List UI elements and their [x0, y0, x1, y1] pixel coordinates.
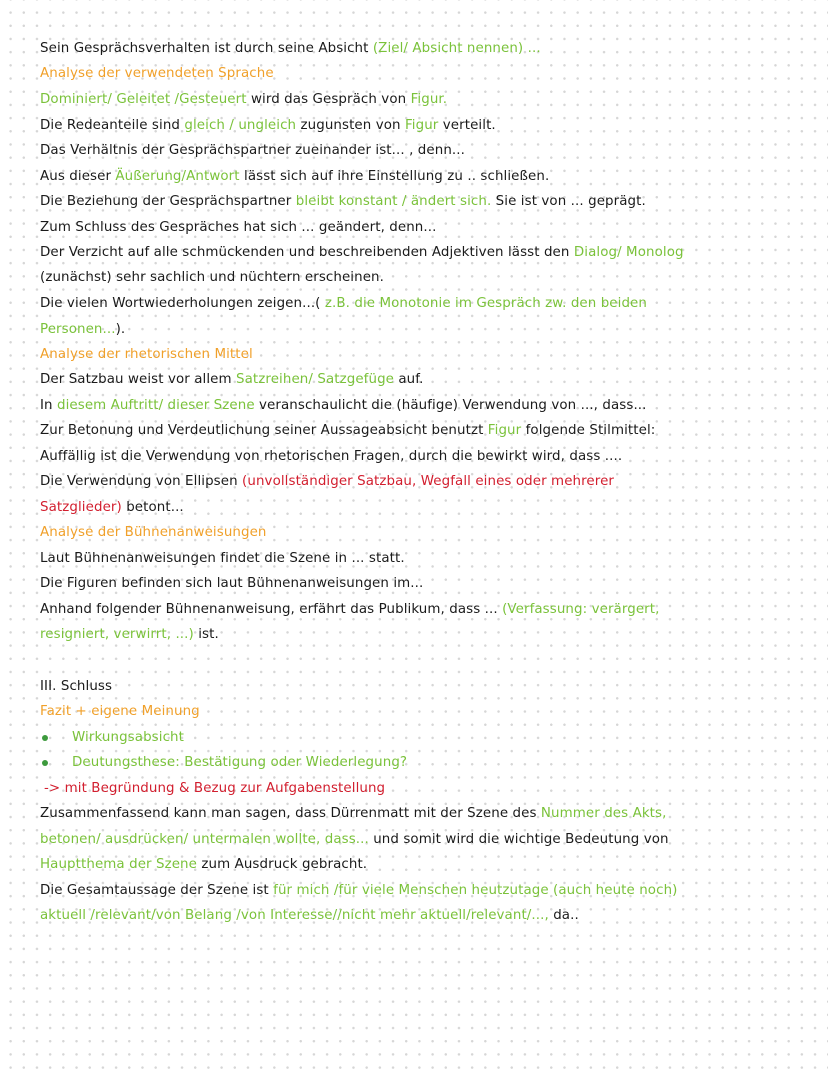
- note-text-segment: wird das Gespräch von: [246, 92, 411, 107]
- note-text-segment: Dominiert/ Geleitet /Gesteuert: [40, 92, 247, 107]
- note-text-segment: Anhand folgender Bühnenanweisung, erfährt das Publikum, dass ...: [40, 602, 503, 617]
- note-text-segment: auf.: [394, 372, 424, 387]
- bullet-point-icon: [42, 735, 48, 741]
- note-line: [40, 65, 808, 83]
- note-line: [40, 601, 808, 619]
- note-line: [40, 575, 808, 593]
- note-line: [40, 499, 808, 517]
- note-line: [40, 703, 808, 721]
- note-line: [40, 295, 808, 313]
- note-text-segment: Die Gesamtaussage der Szene ist: [40, 883, 274, 898]
- note-text-segment: ).: [115, 322, 126, 337]
- note-text-segment: (Verfassung: verärgert,: [502, 602, 660, 617]
- note-text-segment: Der Verzicht auf alle schmückenden und beschreibenden Adjektiven lässt den: [40, 245, 574, 260]
- note-text-segment: da..: [548, 908, 579, 923]
- note-text-segment: zugunsten von: [296, 118, 405, 133]
- note-line: [40, 678, 808, 696]
- note-text-segment: bleibt konstant / ändert sich.: [295, 194, 492, 209]
- note-text-segment: folgende Stilmittel:: [521, 423, 656, 438]
- note-text-segment: Wirkungsabsicht: [72, 730, 184, 745]
- note-text-segment: (zunächst) sehr sachlich und nüchtern erscheinen.: [40, 270, 384, 285]
- note-text-segment: Die vielen Wortwiederholungen zeigen...(: [40, 296, 325, 311]
- note-text-segment: und somit wird die wichtige Bedeutung von: [368, 832, 669, 847]
- note-text-segment: aktuell /relevant/von Belang /von Interesse//nicht mehr aktuell/relevant/...,: [40, 908, 549, 923]
- note-line: [44, 780, 808, 798]
- note-line: [40, 550, 808, 568]
- note-text-segment: Analyse der rhetorischen Mittel: [40, 347, 253, 362]
- note-text-segment: Personen...: [40, 322, 116, 337]
- bullet-point-icon: [42, 760, 48, 766]
- note-line: [40, 422, 808, 440]
- note-line: [40, 40, 808, 58]
- note-text-segment: Sein Gesprächsverhalten ist durch seine Absicht: [40, 41, 373, 56]
- note-line: [40, 882, 808, 900]
- note-text-segment: Zur Betonung und Verdeutlichung seiner Aussageabsicht benutzt: [40, 423, 488, 438]
- note-text-segment: Hauptthema der Szene: [40, 857, 197, 872]
- note-text-segment: Der Satzbau weist vor allem: [40, 372, 237, 387]
- note-text-segment: diesem Auftritt/ dieser Szene: [57, 398, 255, 413]
- note-text-segment: Die Verwendung von Ellipsen: [40, 474, 243, 489]
- note-line: [40, 219, 808, 237]
- note-line: [40, 907, 808, 925]
- note-text-segment: Das Verhältnis der Gesprächspartner zueinander ist... , denn...: [40, 143, 465, 158]
- note-text-segment: In: [40, 398, 57, 413]
- note-line: [40, 371, 808, 389]
- note-text-segment: III. Schluss: [40, 679, 113, 694]
- note-line: [40, 831, 808, 849]
- note-text-segment: veranschaulicht die (häufige) Verwendung von ..., dass...: [254, 398, 647, 413]
- note-text-segment: Figur.: [410, 92, 448, 107]
- note-text-segment: Zum Schluss des Gespräches hat sich ... geändert, denn...: [40, 220, 437, 235]
- note-text-segment: Analyse der Bühnenanweisungen: [40, 525, 267, 540]
- note-text-segment: z.B. die Monotonie im Gespräch zw. den beiden: [324, 296, 647, 311]
- note-line: [40, 346, 808, 364]
- note-line: [40, 856, 808, 874]
- note-text-segment: Satzglieder): [40, 500, 122, 515]
- note-line: [40, 321, 808, 339]
- note-line: [40, 473, 808, 491]
- note-text-segment: Analyse der verwendeten Sprache: [40, 66, 274, 81]
- note-text-segment: Sie ist von ... geprägt.: [491, 194, 646, 209]
- note-line: [40, 244, 808, 262]
- note-text-segment: gleich / ungleich: [184, 118, 297, 133]
- note-text-segment: betont...: [121, 500, 184, 515]
- note-text-segment: Satzreihen/ Satzgefüge: [236, 372, 395, 387]
- note-text-segment: verteilt.: [438, 118, 496, 133]
- note-line: [40, 117, 808, 135]
- note-line: [40, 269, 808, 287]
- note-text-segment: Aus dieser: [40, 169, 116, 184]
- note-line: [40, 168, 808, 186]
- note-line: [72, 729, 808, 747]
- note-text-segment: Auffällig ist die Verwendung von rhetorischen Fragen, durch die bewirkt wird, dass ....: [40, 449, 623, 464]
- note-text-segment: Figur: [487, 423, 522, 438]
- note-text-segment: Die Beziehung der Gesprächspartner: [40, 194, 296, 209]
- note-text-segment: -> mit Begründung & Bezug zur Aufgabenstellung: [44, 781, 386, 796]
- note-text-segment: Äußerung/Antwort: [115, 169, 240, 184]
- note-text-segment: Fazit + eigene Meinung: [40, 704, 200, 719]
- note-text-segment: betonen/ ausdrücken/ untermalen wollte, dass...: [40, 832, 369, 847]
- note-text-segment: Die Redeanteile sind: [40, 118, 185, 133]
- note-line: [40, 397, 808, 415]
- note-line: [72, 754, 808, 772]
- note-text-segment: Zusammenfassend kann man sagen, dass Dürrenmatt mit der Szene des: [40, 806, 541, 821]
- note-line: [40, 91, 808, 109]
- note-text-segment: Nummer des Akts,: [540, 806, 667, 821]
- note-line: [40, 524, 808, 542]
- note-text-segment: (Ziel/ Absicht nennen) ...: [372, 41, 541, 56]
- note-text-segment: ist.: [193, 627, 219, 642]
- note-text-segment: (unvollständiger Satzbau, Wegfall eines oder mehrerer: [242, 474, 615, 489]
- note-line: [40, 448, 808, 466]
- note-text-segment: lässt sich auf ihre Einstellung zu .. schließen.: [239, 169, 550, 184]
- note-text-segment: resigniert, verwirrt, ...): [40, 627, 194, 642]
- note-text-segment: Dialog/ Monolog: [573, 245, 684, 260]
- note-line: [40, 142, 808, 160]
- note-line: [40, 193, 808, 211]
- note-text-segment: Deutungsthese: Bestätigung oder Wiederlegung?: [72, 755, 408, 770]
- note-text-segment: zum Ausdruck gebracht.: [197, 857, 368, 872]
- note-text-segment: für mich /für viele Menschen heutzutage (auch heute noch): [273, 883, 678, 898]
- note-line: [40, 626, 808, 644]
- note-text-segment: Laut Bühnenanweisungen findet die Szene in ... statt.: [40, 551, 405, 566]
- note-text-segment: Figur: [404, 118, 439, 133]
- note-line: [40, 805, 808, 823]
- note-text-segment: Die Figuren befinden sich laut Bühnenanweisungen im...: [40, 576, 424, 591]
